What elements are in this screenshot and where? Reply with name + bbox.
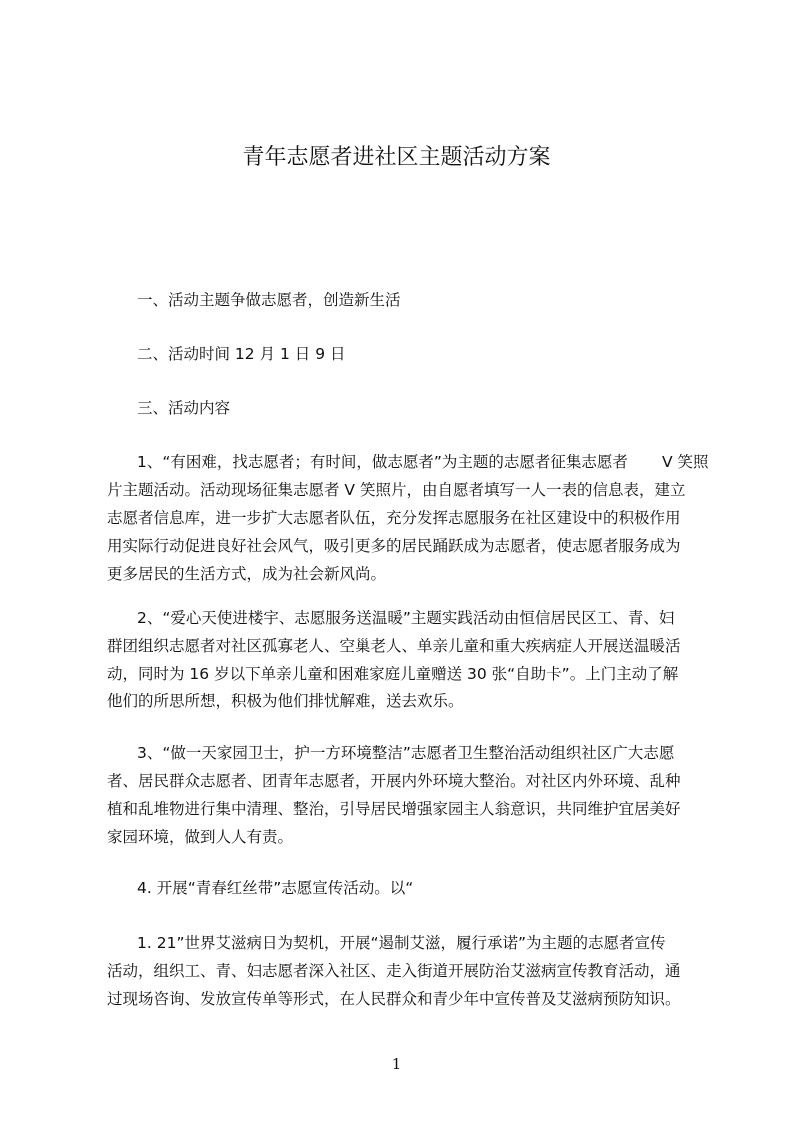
paragraph-line: 2、“爱心天使进楼宇、志愿服务送温暖”主题实践活动由恒信居民区工、青、妇 (137, 609, 675, 627)
paragraph-line: 更多居民的生活方式，成为社会新风尚。 (107, 565, 387, 583)
paragraph-line: 者、居民群众志愿者、团青年志愿者，开展内外环境大整治。对社区内外环境、乱种 (107, 772, 681, 790)
paragraph-item-4: 4. 开展“青春红丝带”志愿宣传活动。以“ (137, 879, 414, 897)
paragraph-line: 活动，组织工、青、妇志愿者深入社区、走入街道开展防治艾滋病宣传教育活动，通 (107, 962, 681, 980)
page-number: 1 (391, 1055, 402, 1073)
paragraph-text: V 笑照 (661, 453, 709, 471)
paragraph-line (137, 451, 737, 473)
paragraph-line: 过现场咨询、发放宣传单等形式，在人民群众和青少年中宣传普及艾滋病预防知识。 (107, 990, 681, 1008)
paragraph-line: 志愿者信息库，进一步扩大志愿者队伍，充分发挥志愿服务在社区建设中的积极作用 (107, 509, 681, 527)
paragraph-line: 3、“做一天家园卫士，护一方环境整洁”志愿者卫生整治活动组织社区广大志愿 (137, 744, 675, 762)
section-heading-content: 三、活动内容 (137, 399, 231, 417)
paragraph-line: 用实际行动促进良好社会风气，吸引更多的居民踊跃成为志愿者，使志愿者服务成为 (107, 537, 681, 555)
document-title: 青年志愿者进社区主题活动方案 (242, 145, 551, 170)
paragraph-line: 动，同时为 16 岁以下单亲儿童和困难家庭儿童赠送 30 张“自助卡”。上门主动了解 (107, 665, 679, 683)
paragraph-line: 群团组织志愿者对社区孤寡老人、空巢老人、单亲儿童和重大疾病症人开展送温暖活 (107, 637, 681, 655)
paragraph-line: 1. 21”世界艾滋病日为契机，开展“遏制艾滋，履行承诺”为主题的志愿者宣传 (137, 934, 666, 952)
section-heading-theme: 一、活动主题争做志愿者，创造新生活 (137, 291, 401, 309)
paragraph-line: 家园环境，做到人人有责。 (107, 828, 294, 846)
paragraph-text: 1、“有困难，找志愿者；有时间，做志愿者”为主题的志愿者征集志愿者 (137, 453, 628, 471)
paragraph-line: 片主题活动。活动现场征集志愿者 V 笑照片，由自愿者填写一人一表的信息表，建立 (107, 481, 686, 499)
paragraph-line: 他们的所思所想，积极为他们排忧解难，送去欢乐。 (107, 692, 464, 710)
section-heading-time: 二、活动时间 12 月 1 日 9 日 (137, 345, 346, 363)
paragraph-line: 植和乱堆物进行集中清理、整治，引导居民增强家园主人翁意识，共同维护宜居美好 (107, 800, 681, 818)
